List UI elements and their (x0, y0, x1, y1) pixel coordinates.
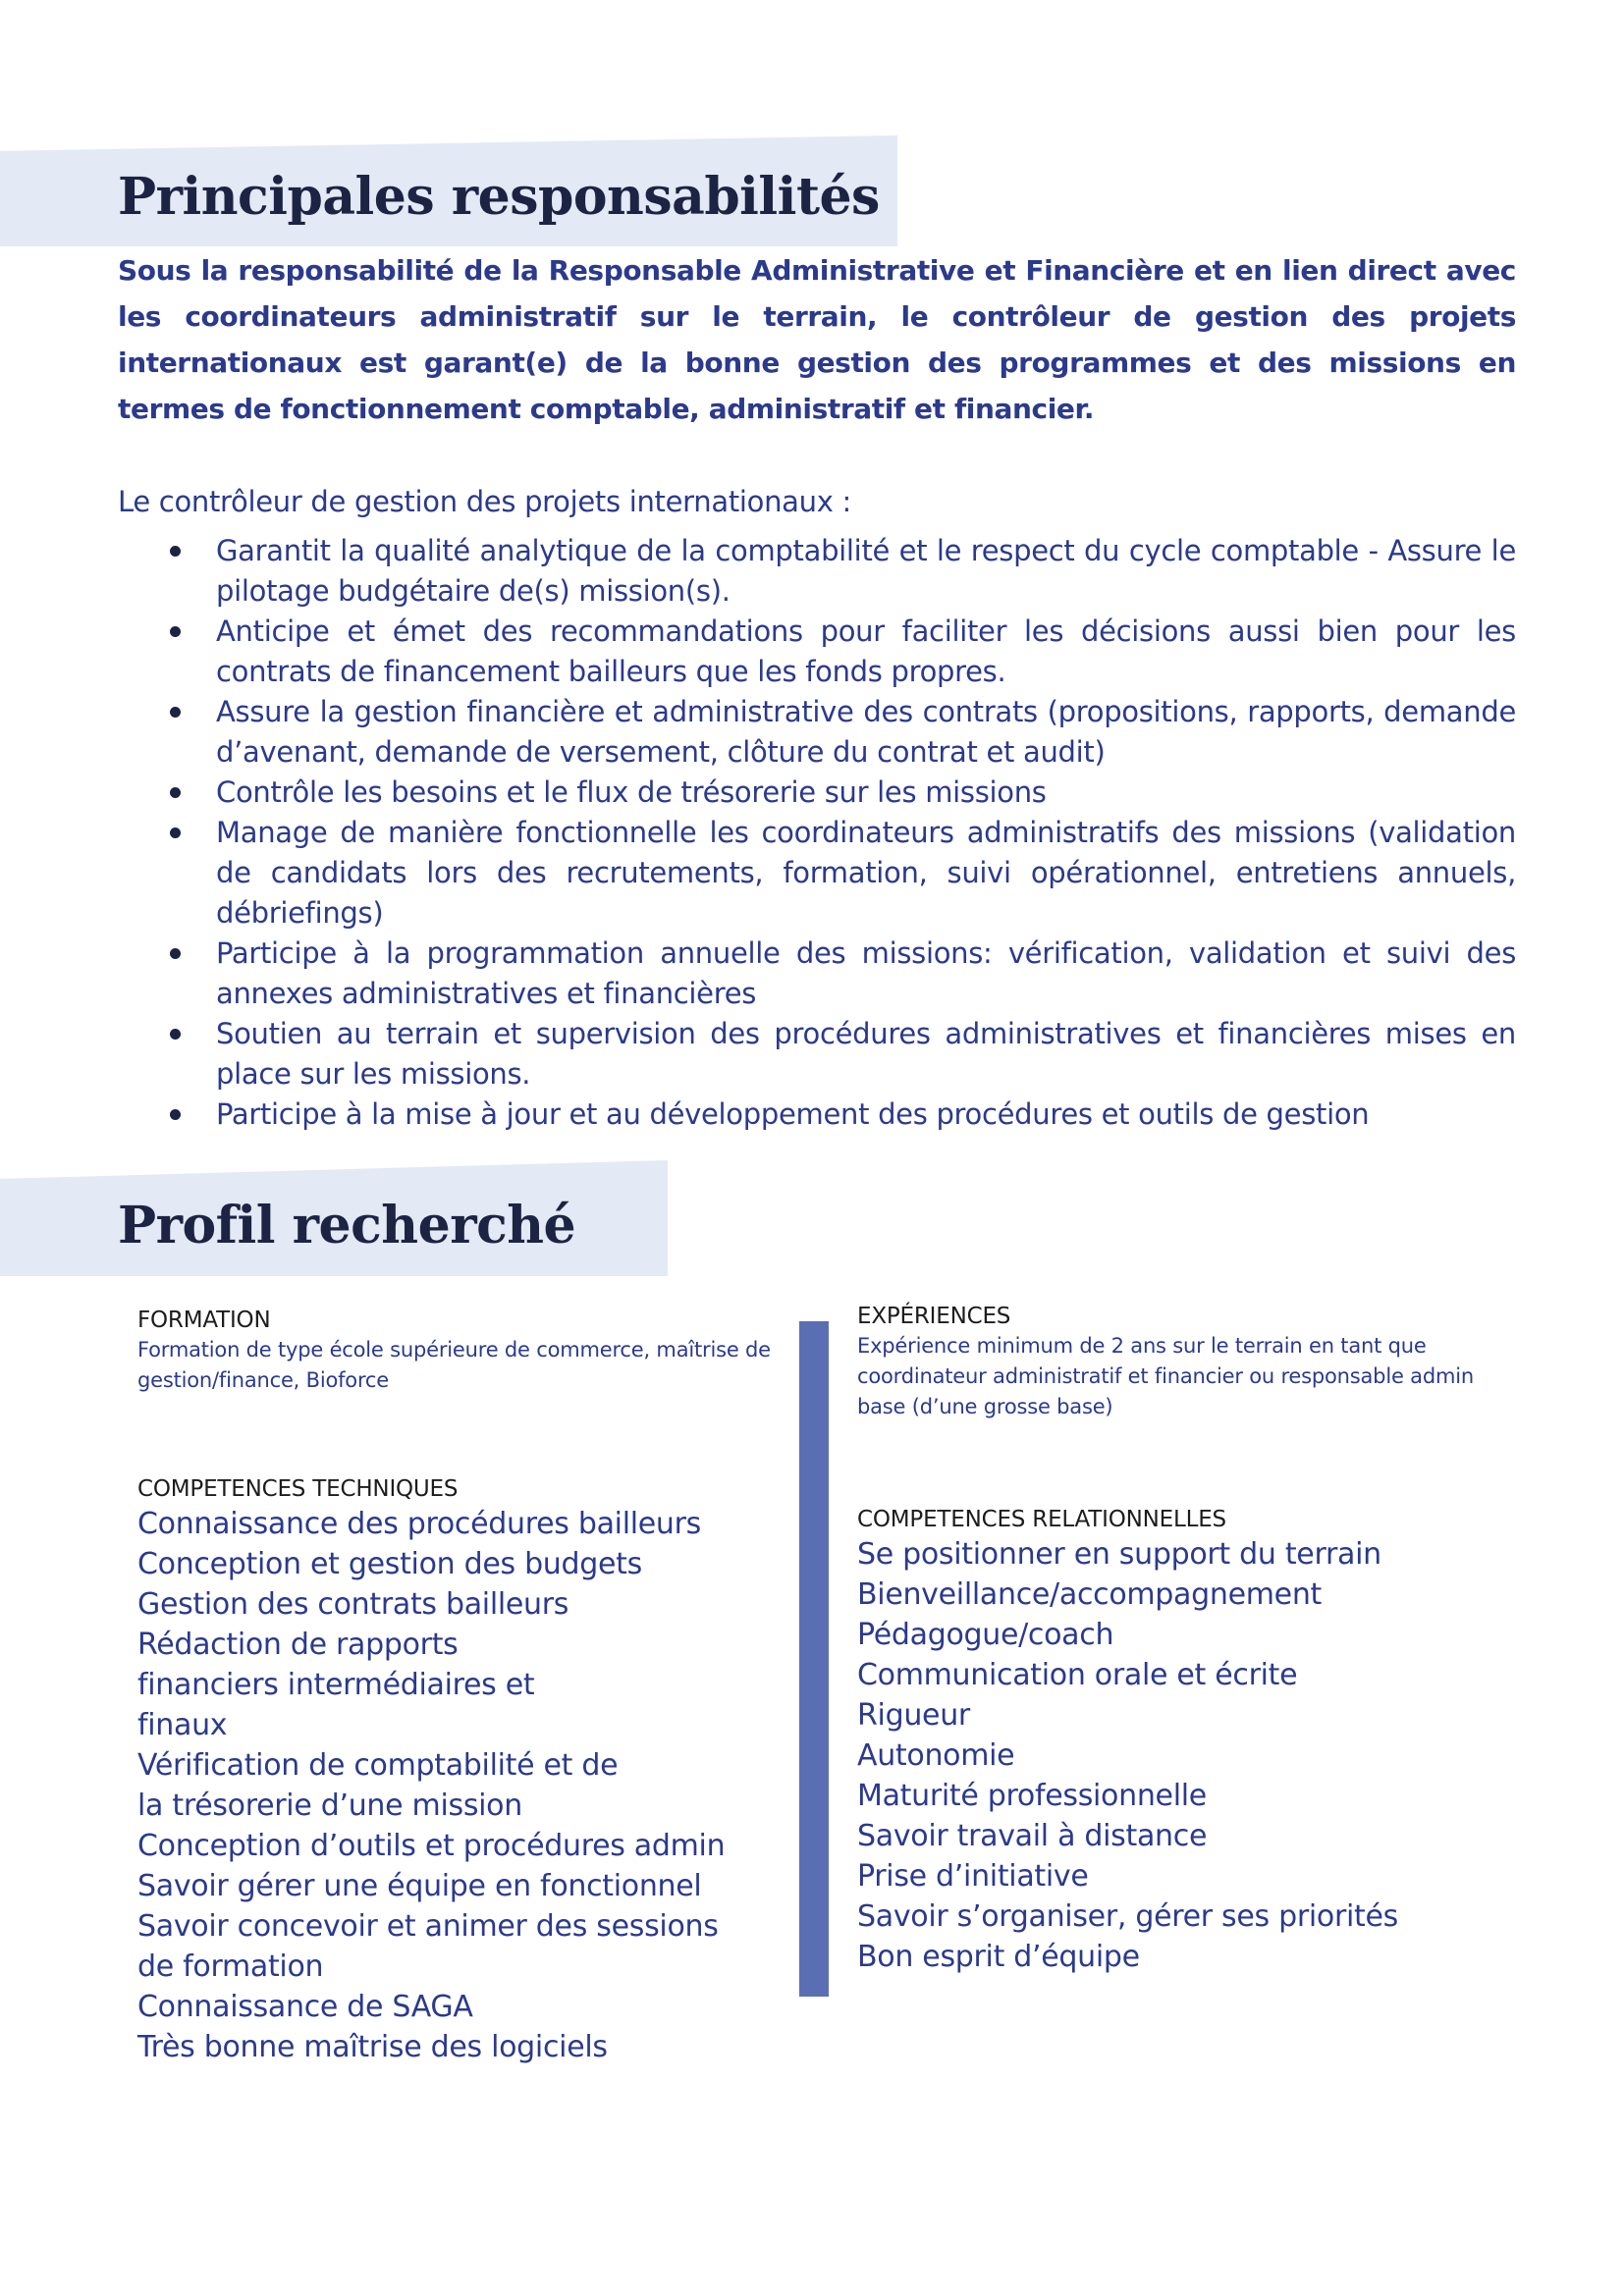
list-item: Rigueur (857, 1698, 970, 1733)
intro-paragraph: Sous la responsabilité de la Responsable Administrative et Financière et en lien direct avec les coordinateurs administratif sur le terrain, le contrôleur de gestion des projets internationaux est garant(e) de la bonne gestion des programmes et des missions en termes de fonctionnement comptable, administratif et financier. (118, 254, 1516, 425)
list-item (118, 934, 1516, 1014)
list-item: Bon esprit d’équipe (857, 1940, 1140, 1974)
lead-text: Le contrôleur de gestion des projets internationaux : (118, 485, 851, 518)
experiences-text: Expérience minimum de 2 ans sur le terrain en tant que coordinateur administratif et financier ou responsable admin base (d’une grosse base) (857, 1334, 1474, 1418)
section-title-responsibilities: Principales responsabilités (118, 167, 880, 227)
list-item (118, 531, 1516, 612)
bullet-icon (170, 707, 181, 718)
formation-heading: FORMATION (137, 1308, 271, 1333)
list-item-text: Manage de manière fonctionnelle les coordinateurs administratifs des missions (validation de candidats lors des recrutements, formation, suivi opérationnel, entretiens annuels, débriefings) (216, 816, 1516, 930)
list-item: Prise d’initiative (857, 1859, 1089, 1894)
bullet-icon (170, 546, 181, 557)
responsibilities-list (118, 531, 1516, 1135)
list-item-text: Participe à la mise à jour et au développement des procédures et outils de gestion (216, 1097, 1370, 1131)
technical-skills-heading: COMPETENCES TECHNIQUES (137, 1476, 459, 1502)
list-item-text: Garantit la qualité analytique de la comptabilité et le respect du cycle comptable - Assure le pilotage budgétaire de(s) mission(s). (216, 534, 1516, 608)
list-item: Se positionner en support du terrain (857, 1537, 1381, 1572)
bullet-icon (170, 948, 181, 959)
relational-skills-heading: COMPETENCES RELATIONNELLES (857, 1507, 1226, 1532)
list-item: Conception d’outils et procédures admin (137, 1829, 726, 1863)
list-item: Vérification de comptabilité et de la trésorerie d’une mission (137, 1748, 619, 1823)
list-item-text: Anticipe et émet des recommandations pour faciliter les décisions aussi bien pour les contrats de financement bailleurs que les fonds propres. (216, 614, 1516, 688)
technical-skills-list (137, 1504, 776, 2067)
section-title-profile: Profil recherché (118, 1196, 576, 1255)
list-item: Connaissance des procédures bailleurs (137, 1507, 702, 1541)
profile-left-column (137, 1306, 776, 2067)
list-item-text: Contrôle les besoins et le flux de trésorerie sur les missions (216, 775, 1047, 809)
list-item: Savoir concevoir et animer des sessions de formation (137, 1909, 719, 1984)
list-item: Communication orale et écrite (857, 1658, 1298, 1692)
profile-right-column (857, 1302, 1525, 1977)
bullet-icon (170, 828, 181, 838)
list-item: Pédagogue/coach (857, 1618, 1114, 1652)
list-item: Savoir gérer une équipe en fonctionnel (137, 1869, 702, 1903)
list-item: Gestion des contrats bailleurs (137, 1587, 569, 1622)
list-item: Connaissance de SAGA (137, 1990, 473, 2024)
experiences-heading: EXPÉRIENCES (857, 1304, 1011, 1329)
list-item: Autonomie (857, 1738, 1015, 1773)
list-item-text: Assure la gestion financière et administrative des contrats (propositions, rapports, demande d’avenant, demande de versement, clôture du contrat et audit) (216, 695, 1516, 769)
list-item (118, 692, 1516, 773)
list-item: Savoir s’organiser, gérer ses priorités (857, 1899, 1398, 1934)
relational-skills-list (857, 1534, 1525, 1977)
list-item (118, 612, 1516, 692)
bullet-icon (170, 787, 181, 798)
formation-text: Formation de type école supérieure de commerce, maîtrise de gestion/finance, Bioforce (137, 1338, 771, 1392)
list-item: Rédaction de rapports financiers intermédiaires et finaux (137, 1628, 535, 1742)
list-item-text: Soutien au terrain et supervision des procédures administratives et financières mises en place sur les missions. (216, 1017, 1516, 1091)
list-item: Maturité professionnelle (857, 1779, 1207, 1813)
list-item-text: Participe à la programmation annuelle des missions: vérification, validation et suivi des annexes administratives et financières (216, 936, 1516, 1010)
column-divider (799, 1321, 829, 1997)
list-item: Très bonne maîtrise des logiciels (137, 2030, 608, 2064)
bullet-icon (170, 1029, 181, 1040)
list-item: Savoir travail à distance (857, 1819, 1208, 1853)
list-item: Bienveillance/accompagnement (857, 1577, 1323, 1612)
list-item: Conception et gestion des budgets (137, 1547, 642, 1581)
list-item (118, 813, 1516, 934)
bullet-icon (170, 1109, 181, 1120)
bullet-icon (170, 626, 181, 637)
list-item (118, 1095, 1516, 1135)
list-item (118, 1014, 1516, 1095)
list-item (118, 773, 1516, 813)
